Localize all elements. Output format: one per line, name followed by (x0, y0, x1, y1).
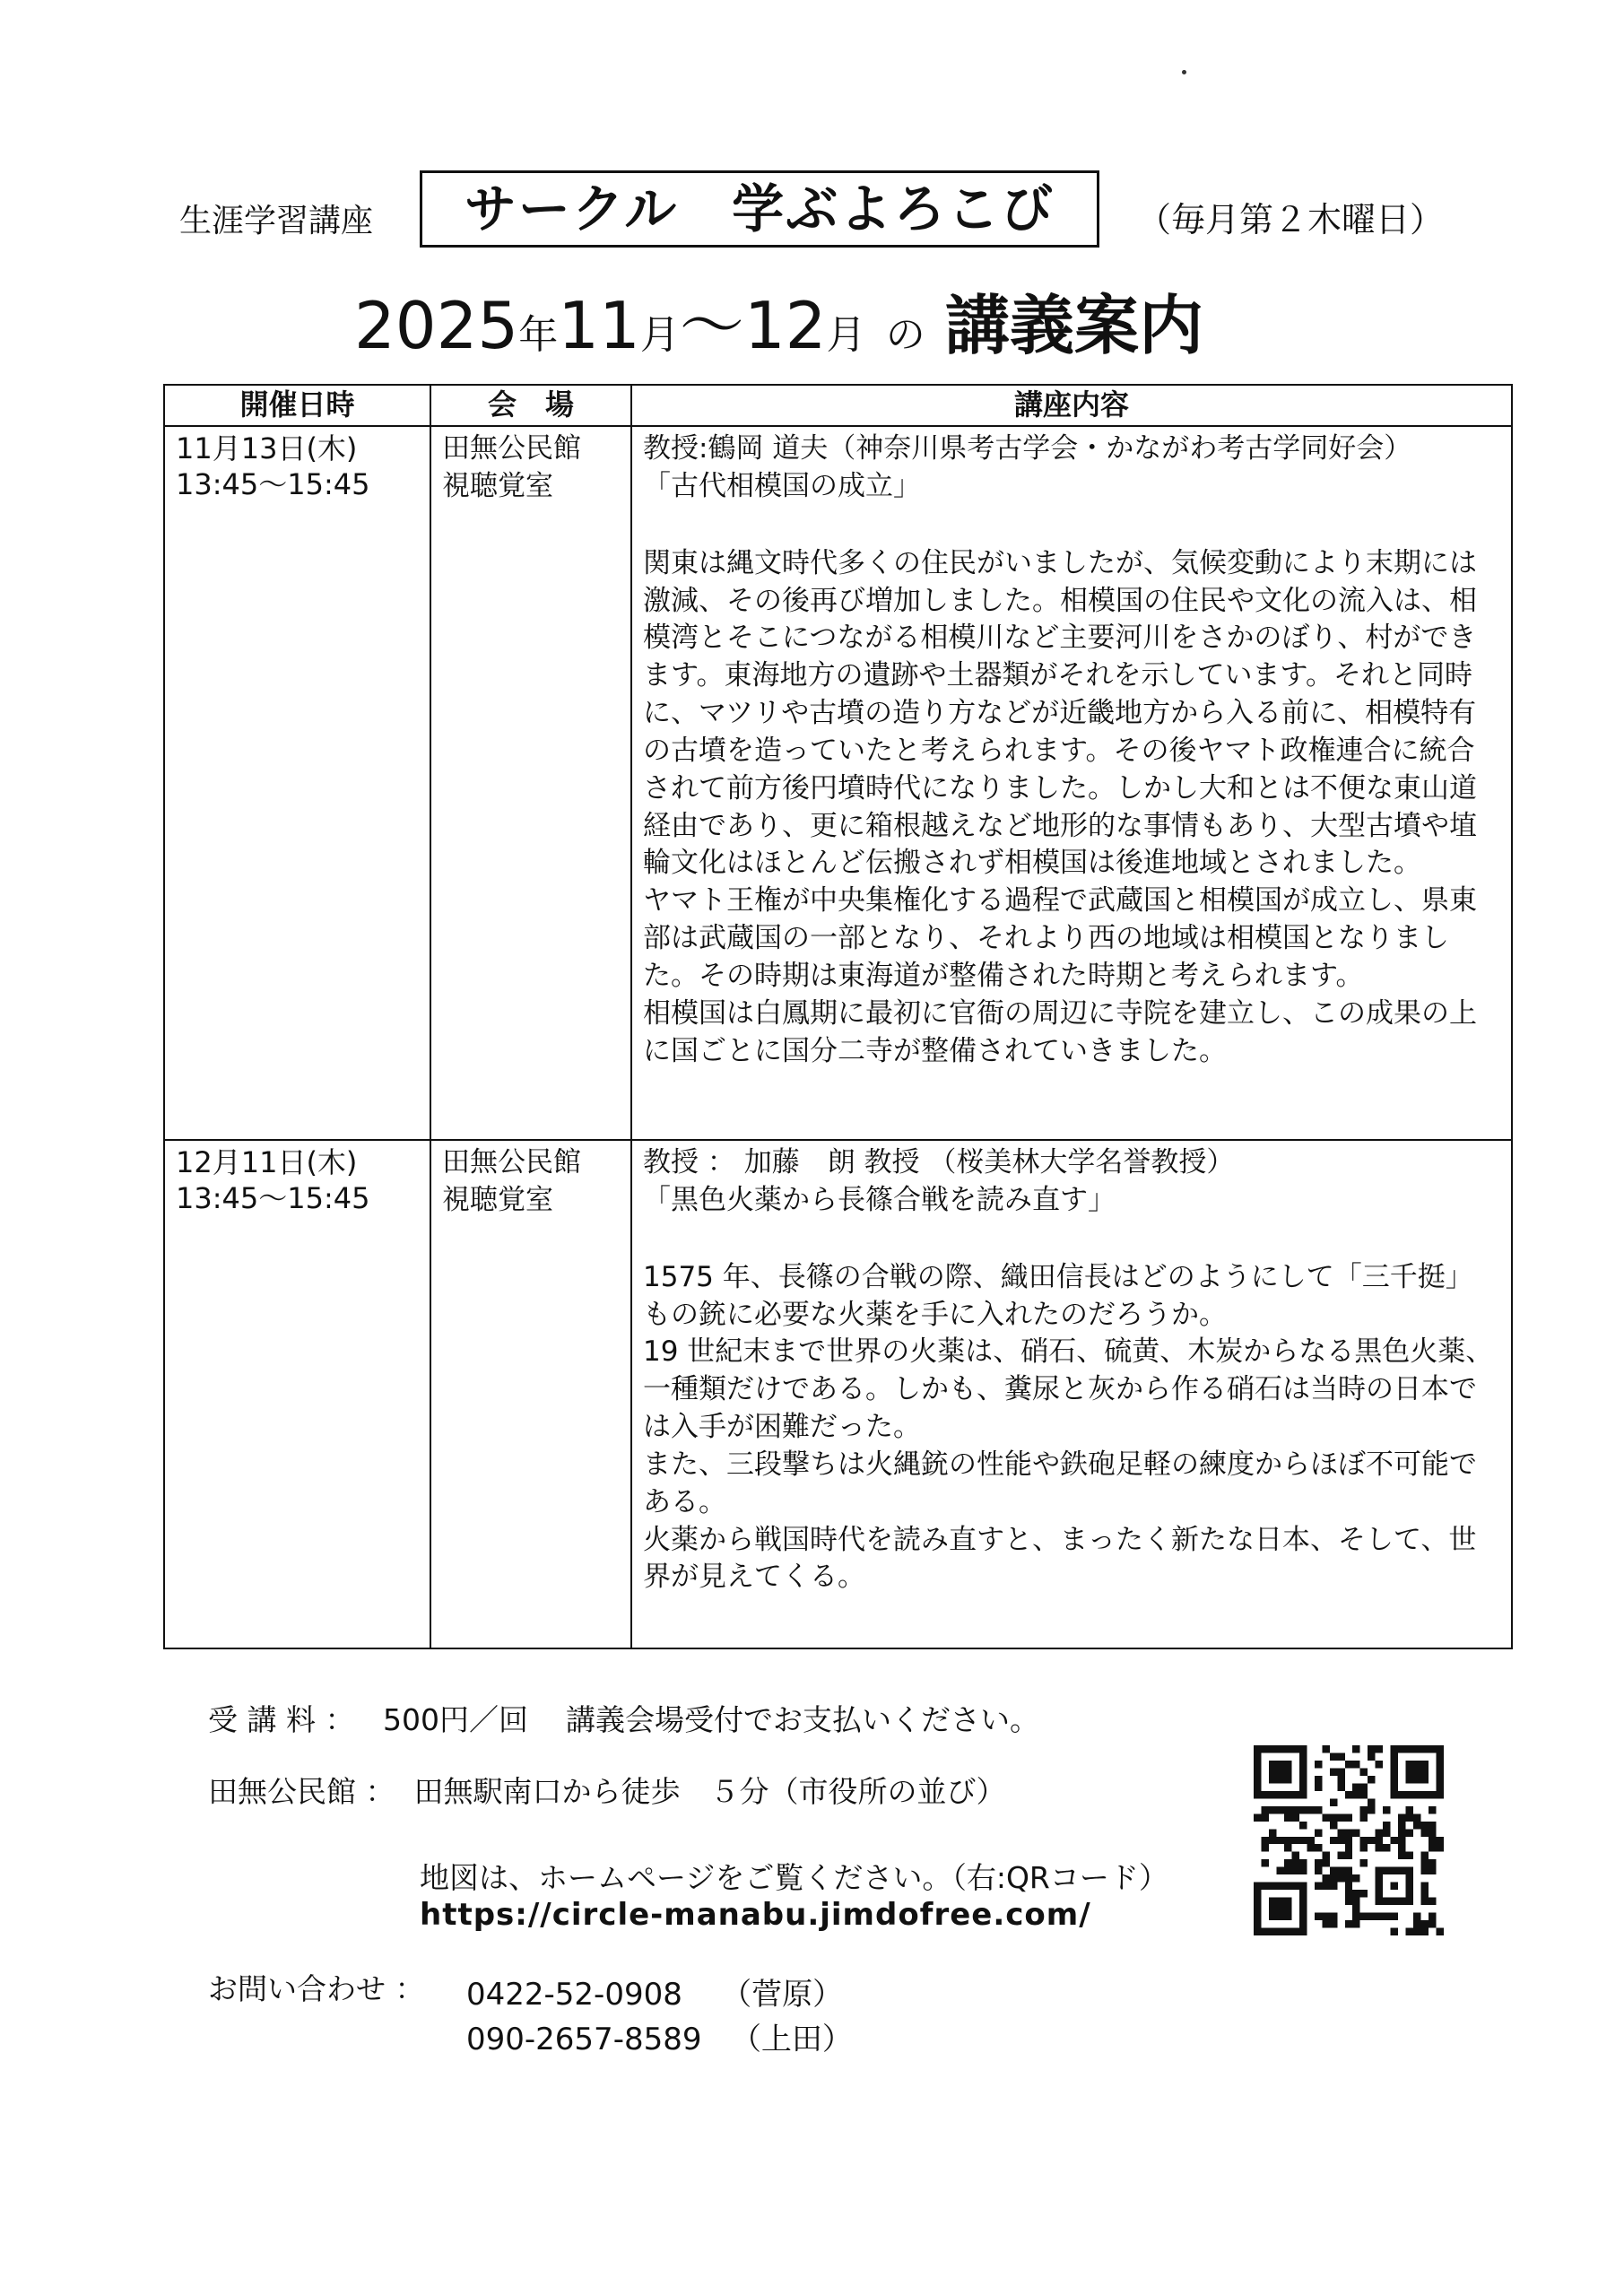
title-gatsu1: 月 (639, 312, 680, 358)
table-row (164, 426, 1512, 1140)
lecture-title: 「黒色火薬から長篠合戦を読み直す」 (643, 1183, 1116, 1216)
description-paragraph: 19 世紀末まで世界の火薬は、硝石、硫黄、木炭からなる黒色火薬、一種類だけである。しかも、糞尿と灰から作る硝石は当時の日本では入手が困難だった。 (643, 1335, 1494, 1444)
schedule-note: （毎月第２木曜日） (1137, 200, 1445, 239)
access-value: 田無駅南口から徒歩 ５分（市役所の並び） (413, 1774, 1006, 1809)
lecture-title: 「古代相模国の成立」 (643, 469, 921, 502)
access-label: 田無公民館 ： (208, 1774, 395, 1809)
phone-number: 0422-52-0908 (466, 1977, 682, 2013)
title-month1: 11 (558, 288, 640, 363)
title-no: の (885, 312, 925, 358)
series-label: 生涯学習講座 (179, 203, 374, 239)
homepage-url[interactable]: https://circle-manabu.jimdofree.com/ (420, 1897, 1091, 1933)
header-datetime: 開催日時 (164, 385, 430, 426)
lecture-table (163, 384, 1513, 1649)
qr-code-icon (1254, 1745, 1444, 1935)
phone-line-2 (466, 2014, 853, 2058)
contact-name: （上田） (730, 2022, 853, 2057)
fee-line (208, 1697, 1039, 1739)
title-month2: 12 (743, 288, 827, 363)
contact-name: （菅原） (721, 1977, 844, 2013)
speck (1182, 70, 1186, 74)
access-line (208, 1769, 1005, 1811)
description-paragraph: ヤマト王権が中央集権化する過程で武蔵国と相模国が成立し、県東部は武蔵国の一部となり、それより西の地域は相模国となりました。その時期は東海道が整備された時期と考えられます。 (643, 884, 1477, 992)
lecturer: 教授 ： 加藤 朗 教授 （桜美林大学名誉教授） (643, 1146, 1235, 1178)
venue-room: 視聴覚室 (442, 1183, 553, 1216)
venue-cell (430, 426, 631, 1140)
lecture-description (643, 545, 1500, 1071)
description-paragraph: 関東は縄文時代多くの住民がいましたが、気候変動により末期には激減、その後再び増加しました。相模国の住民や文化の流入は、相模湾とそこにつながる相模川など主要河川をさかのぼり、村ができます。東海地方の遺跡や土器類がそれを示しています。それと同時に、マツリや古墳の造り方などが近畿地方から入る前に、相模特有の古墳を造っていたと考えられます。その後ヤマト政権連合に統合されて前方後円墳時代になりました。しかし大和とは不便な東山道経由であり、更に箱根越えなど地形的な事情もあり、大型古墳や埴輪文化はほとんど伝搬されず相模国は後進地域とされました。 (643, 546, 1477, 880)
phone-number: 090-2657-8589 (466, 2022, 702, 2057)
title-text: 講義案内 (945, 288, 1204, 363)
lecture-description (643, 1259, 1500, 1597)
venue-name: 田無公民館 (442, 1146, 581, 1178)
venue-name: 田無公民館 (442, 432, 581, 465)
phone-line-1 (466, 1970, 843, 2013)
lecture-date: 11月13日(木) (176, 431, 358, 465)
page-title (354, 274, 1203, 367)
lecture-time: 13:45～15:45 (176, 467, 370, 501)
circle-name-title: サークル 学ぶよろこび (420, 170, 1099, 248)
datetime-cell (164, 426, 430, 1140)
fee-note: 講義会場受付でお支払いください。 (565, 1702, 1039, 1737)
header-venue: 会 場 (430, 385, 631, 426)
header-content: 講座内容 (631, 385, 1512, 426)
title-tilde: ～ (679, 288, 744, 363)
content-cell (631, 426, 1512, 1140)
table-row (164, 1140, 1512, 1648)
description-paragraph: 相模国は白鳳期に最初に官衙の周辺に寺院を建立し、この成果の上に国ごとに国分二寺が整備されていきました。 (643, 996, 1477, 1067)
title-gatsu2: 月 (826, 312, 866, 358)
fee-value: 500円／回 (382, 1702, 528, 1737)
lecture-date: 12月11日(木) (176, 1145, 358, 1179)
venue-cell (430, 1140, 631, 1648)
table-header-row (164, 385, 1512, 426)
description-paragraph: 火薬から戦国時代を読み直すと、まったく新たな日本、そして、世界が見えてくる。 (643, 1523, 1477, 1594)
title-year: 2025 (354, 288, 519, 363)
venue-room: 視聴覚室 (442, 469, 553, 502)
lecturer: 教授:鶴岡 道夫（神奈川県考古学会・かながわ考古学同好会） (643, 432, 1412, 465)
fee-label: 受 講 料 ： (208, 1702, 355, 1737)
map-note: 地図は、ホームページをご覧ください。（右:QRコード） (420, 1860, 1168, 1895)
inquiry-label: お問い合わせ ： (208, 1971, 425, 2006)
lecture-time: 13:45～15:45 (176, 1181, 370, 1215)
content-cell (631, 1140, 1512, 1648)
description-paragraph: 1575 年、長篠の合戦の際、織田信長はどのようにして「三千挺」もの銃に必要な火薬を手に入れたのだろうか。 (643, 1260, 1473, 1331)
description-paragraph: また、三段撃ちは火縄銃の性能や鉄砲足軽の練度からほぼ不可能である。 (643, 1448, 1477, 1518)
title-nen: 年 (518, 312, 559, 358)
datetime-cell (164, 1140, 430, 1648)
